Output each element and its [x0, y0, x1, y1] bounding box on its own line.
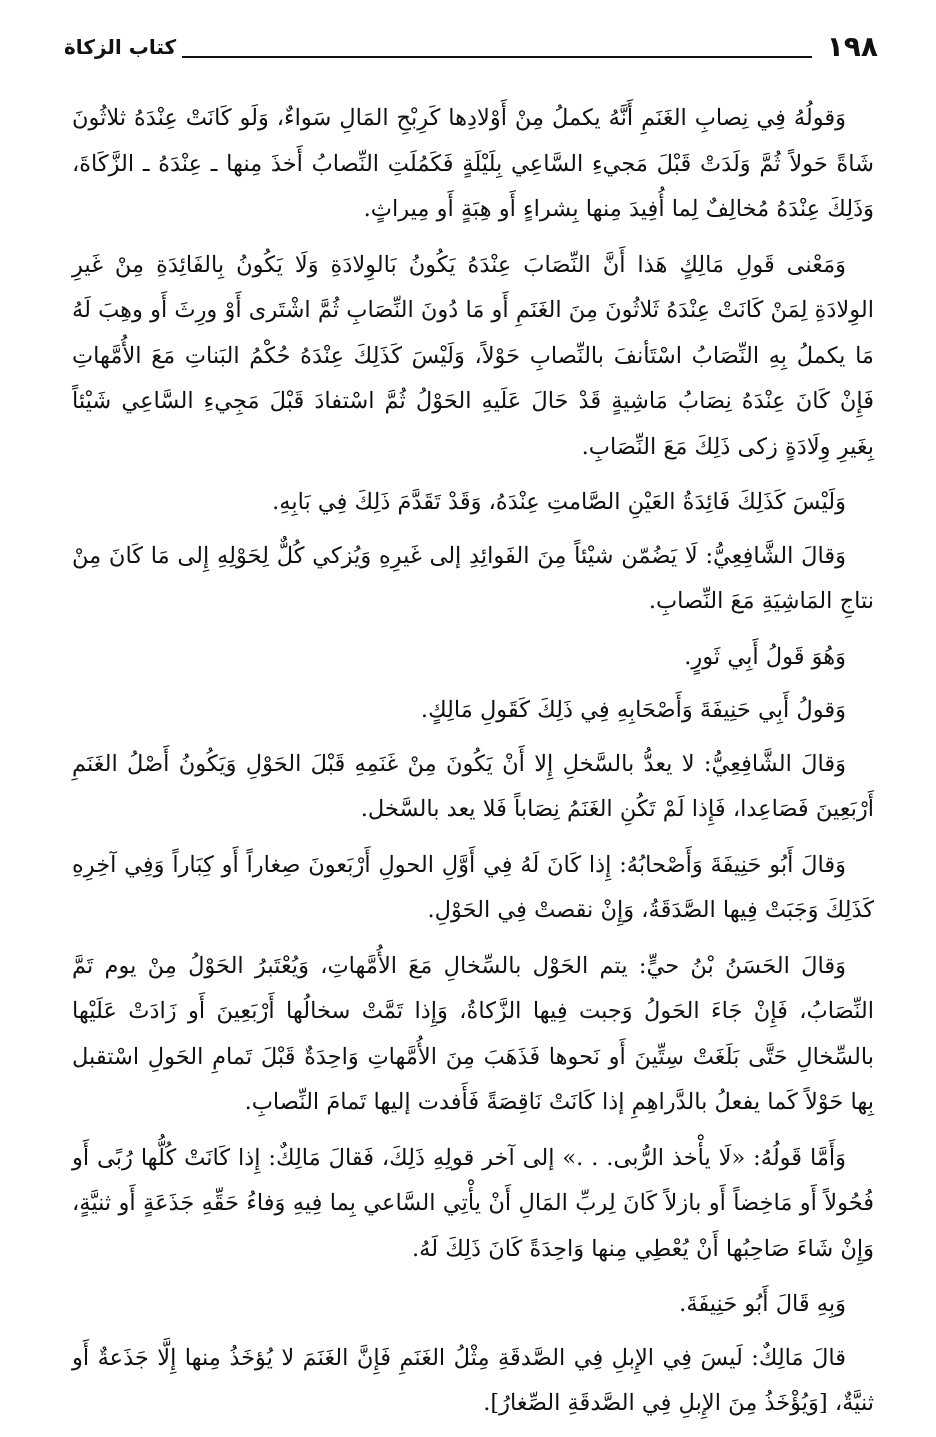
book-title: كتاب الزكاة	[64, 35, 177, 59]
paragraph: وَقالَ الشَّافِعِيُّ: لَا يَضُمّن شيْئاً مِنَ الفَوائِدِ إلى غَيرِهِ وَيُزكي كُلٌّ لِحَوْلِهِ إِلى مَا كَانَ مِنْ نتاجِ المَاشِيَةِ مَعَ النِّصابِ.	[72, 542, 874, 614]
page-header	[64, 30, 878, 70]
paragraph: وَمَعْنى قَولِ مَالِكٍ هَذا أَنَّ النِّصَابَ عِنْدَهُ يَكُونُ بَالوِلادَةِ وَلَا يَكُونُ بِالفَائِدَةِ مِنْ غَيرِ الوِلادَةِ لِمَنْ كَانَتْ عِنْدَهُ ثَلاثُونَ مِنَ الغَنَمِ أَو مَا دُونَ النِّصَابِ ثُمَّ اشْتَرى أَوْ ورِثَ أَو وهِبَ لَهُ مَا يكملُ بِهِ النِّصَابُ اسْتَأنفَ بالنِّصابِ حَوْلاً، وَلَيْسَ كَذَلِكَ عِنْدَهُ حُكْمُ البَناتِ مَعَ الأُمَّهاتِ فَإِنْ كَانَ عِنْدَهُ نِصَابُ مَاشِيةٍ قَدْ حَالَ عَلَيهِ الحَوْلُ ثُمَّ اسْتفادَ قَبْلَ مَجِيءِ السَّاعِي شَيْئاً بِغَيرِ وِلَادَةٍ زكى ذَلِكَ مَعَ النِّصَابِ.	[72, 251, 874, 460]
paragraph: وَقالَ الحَسَنُ بْنُ حيٍّ: يتم الحَوْل بالسِّخالِ مَعَ الأُمَّهاتِ، وَيُعْتَبرُ الحَوْلُ مِنْ يوم تَمَّ النِّصَابُ، فَإِنْ جَاءَ الحَولُ وَجبت فِيها الزَّكاةُ، وَإِذا تَمَّتْ سخالُها أَرْبَعِينَ أَو زَادَتْ عَلَيْها بالسِّخالِ حَتَّى بَلَغَتْ سِتِّينَ أَو نَحوها فَذَهَبَ مِنَ الأُمَّهاتِ وَاحِدَةٌ قَبْلَ تَمامِ الحَولِ اسْتقبل بِها حَوْلاً كَما يفعلُ بالدَّراهِمِ إذا كَانَتْ نَاقِصَةً فَأَفدت إليها تَمامَ النِّصابِ.	[72, 952, 874, 1115]
paragraph: وَلَيْسَ كَذَلِكَ فَائِدَةُ العَيْنِ الصَّامتِ عِنْدَهُ، وَقَدْ تَقَدَّمَ ذَلِكَ فِي بَابِهِ.	[272, 489, 846, 515]
page-number: ١٩٨	[826, 30, 878, 63]
page-body	[72, 96, 874, 1437]
paragraph: وَأَمَّا قَولُهُ: «لَا يأْخذ الرُّبى. . .» إلى آخر قولِهِ ذَلِكَ، فَقالَ مَالِكٌ: إِذا كَانَتْ كُلُّها رُبًى أَو فُحُولاً أَو مَاخِضاً أَو بازلاً كَانَ لِربِّ المَالِ أَنْ يأْتِي السَّاعي بِما فِيهِ وَفاءُ حَقِّهِ جَذَعَةٍ أَو ثنيَّةٍ، وَإِنْ شَاءَ صَاحِبُها أَنْ يُعْطِي مِنها وَاحِدَةً كَانَ ذَلِكَ لَهُ.	[72, 1144, 874, 1262]
paragraph: قالَ مَالِكٌ: لَيسَ فِي الإِبلِ فِي الصَّدقَةِ مِثْلُ الغَنَمِ فَإِنَّ الغَنَمَ لا يُؤخَذُ مِنها إِلَّا جَذَعةٌ أَو ثنيَّةٌ، [وَيُؤْخَذُ مِنَ الإِبلِ فِي الصَّدقَةِ الصِّغارُ].	[72, 1344, 874, 1416]
paragraph: وَهُوَ قَولُ أَبِي ثَورٍ.	[684, 643, 846, 670]
paragraph: وَقالَ أَبُو حَنِيفَةَ وَأَصْحابُهُ: إِذا كَانَ لَهُ فِي أَوَّلِ الحولِ أَرْبَعونَ صِغاراً أَو كِبَاراً وَفِي آخِرِهِ كَذَلِكَ وَجَبَتْ فِيها الصَّدَقَةُ، وَإِنْ نقصتْ فِي الحَوْلِ.	[72, 851, 874, 923]
paragraph: وَبِهِ قَالَ أَبُو حَنِيفَةَ.	[679, 1291, 846, 1317]
paragraph: وَقولُ أَبِي حَنِيفَةَ وَأَصْحَابِهِ فِي ذَلِكَ كَقَولِ مَالِكٍ.	[420, 697, 846, 723]
paragraph: وَقالَ الشَّافِعِيُّ: لا يعدُّ بالسَّخلِ إِلا أَنْ يَكُونَ مِنْ غَنَمِهِ قَبْلَ الحَوْلِ وَيَكُونُ أَصْلُ الغَنَمِ أَرْبَعِينَ فَصَاعِدا، فَإِذا لَمْ تَكُنِ الغَنَمُ نِصَاباً فَلا يعد بالسَّخل.	[72, 750, 874, 822]
paragraph: وَقولُهُ فِي نِصابِ الغَنَمِ أَنَّهُ يكملُ مِنْ أَوْلادِها كَرِبْحِ المَالِ سَواءٌ، وَلَو كَانَتْ عِنْدَهُ ثلاثُونَ شَاةً حَولاً ثُمَّ وَلَدَتْ قَبْلَ مَجيءِ السَّاعِي بِلَيْلَةٍ فَكَمُلَتِ النِّصابُ أَخذَ مِنها ـ عِنْدَهُ ـ الزَّكَاةَ، وَذَلِكَ عِنْدَهُ مُخالِفٌ لِما أُفِيدَ مِنها بِشراءٍ أَو هِبَةٍ أَو مِيراثٍ.	[72, 105, 874, 222]
header-rule	[182, 56, 812, 58]
